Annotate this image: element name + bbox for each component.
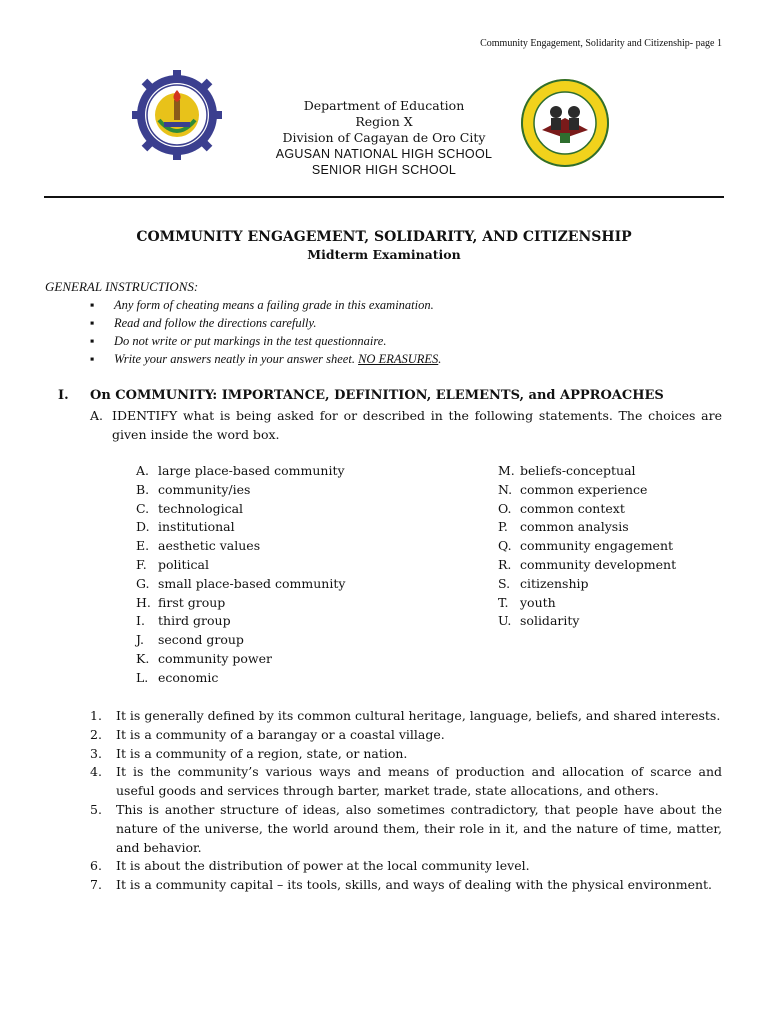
choice-item: S. citizenship bbox=[498, 575, 589, 591]
letterhead-region: Region X bbox=[355, 114, 413, 129]
header-divider bbox=[44, 196, 724, 198]
part-a-directions bbox=[90, 406, 722, 444]
part-a-text: IDENTIFY what is being asked for or described in the following statements. The choices are given inside the word box. bbox=[112, 408, 722, 442]
instruction-item: ▪ Read and follow the directions carefully. bbox=[90, 316, 317, 330]
part-a-letter: A. bbox=[90, 408, 104, 423]
section-number: I. bbox=[58, 388, 69, 403]
question-item: 1. It is generally defined by its common cultural heritage, language, beliefs, and shared interests. bbox=[90, 708, 721, 723]
choice-item: T. youth bbox=[498, 594, 556, 610]
letterhead-department: Department of Education bbox=[303, 98, 465, 113]
choice-item: N. common experience bbox=[498, 481, 648, 497]
choice-item: G. small place-based community bbox=[136, 575, 346, 591]
general-instructions-list bbox=[90, 296, 441, 368]
word-box-column-2 bbox=[498, 462, 738, 631]
exam-title: COMMUNITY ENGAGEMENT, SOLIDARITY, AND CITIZENSHIP bbox=[136, 229, 632, 245]
exam-subtitle: Midterm Examination bbox=[307, 247, 461, 262]
choice-item: K. community power bbox=[136, 650, 272, 666]
bullet-icon: ▪ bbox=[90, 298, 95, 312]
choice-item: B. community/ies bbox=[136, 481, 251, 497]
bullet-icon: ▪ bbox=[90, 334, 95, 348]
bullet-icon: ▪ bbox=[90, 352, 95, 366]
choice-item: R. community development bbox=[498, 556, 677, 572]
question-item: 5. This is another structure of ideas, also sometimes contradictory, that people have about the nature of the universe, the world around them, their role in it, and the nature of time, matter, and behavior. bbox=[90, 801, 722, 855]
question-list bbox=[90, 707, 722, 895]
letterhead-level: SENIOR HIGH SCHOOL bbox=[311, 163, 457, 177]
instruction-item: ▪ Any form of cheating means a failing grade in this examination. bbox=[90, 298, 434, 312]
choice-item: H. first group bbox=[136, 594, 226, 610]
choice-item: Q. community engagement bbox=[498, 538, 674, 554]
general-instructions-heading: GENERAL INSTRUCTIONS: bbox=[45, 279, 199, 294]
choice-item: U. solidarity bbox=[498, 613, 580, 629]
word-box-column-1 bbox=[136, 462, 436, 688]
choice-item: C. technological bbox=[136, 500, 244, 516]
choice-item: M. beliefs-conceptual bbox=[498, 463, 636, 478]
question-item: 6. It is about the distribution of power at the local community level. bbox=[90, 858, 530, 874]
choice-item: O. common context bbox=[498, 500, 625, 516]
instruction-item: ▪ Do not write or put markings in the test questionnaire. bbox=[90, 334, 387, 348]
choice-item: E. aesthetic values bbox=[136, 538, 261, 554]
question-item: 4. It is the community’s various ways and means of production and allocation of scarce and useful goods and services through barter, market trade, state allocations, and others. bbox=[90, 764, 722, 799]
choice-item: P. common analysis bbox=[498, 519, 629, 535]
choice-item: I. third group bbox=[136, 613, 231, 629]
page-header: Community Engagement, Solidarity and Citizenship- page 1 bbox=[480, 38, 722, 49]
question-item: 3. It is a community of a region, state, or nation. bbox=[90, 745, 408, 761]
choice-item: L. economic bbox=[136, 669, 219, 685]
choice-item: D. institutional bbox=[136, 519, 235, 535]
bullet-icon: ▪ bbox=[90, 316, 95, 330]
no-erasures-emphasis: NO ERASURES bbox=[358, 352, 439, 366]
letterhead-school: AGUSAN NATIONAL HIGH SCHOOL bbox=[275, 147, 493, 161]
instruction-item: ▪ Write your answers neatly in your answer sheet. NO ERASURES. bbox=[90, 352, 442, 366]
choice-item: F. political bbox=[136, 556, 209, 572]
letterhead-division: Division of Cagayan de Oro City bbox=[282, 130, 486, 145]
choice-item: J. second group bbox=[136, 632, 244, 648]
question-item: 7. It is a community capital – its tools, skills, and ways of dealing with the physical environment. bbox=[90, 877, 713, 893]
question-item: 2. It is a community of a barangay or a coastal village. bbox=[90, 726, 445, 742]
letterhead bbox=[0, 98, 768, 178]
choice-item: A. large place-based community bbox=[136, 463, 345, 478]
section-title: On COMMUNITY: IMPORTANCE, DEFINITION, ELEMENTS, and APPROACHES bbox=[90, 388, 664, 403]
